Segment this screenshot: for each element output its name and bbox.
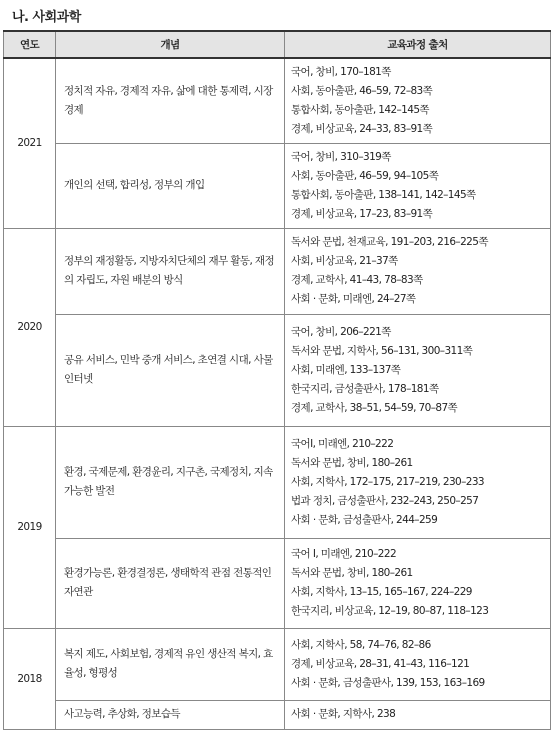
table-row [4, 426, 551, 538]
source-line: 사회 · 문화, 미래엔, 24–27쪽 [291, 293, 416, 305]
header-year: 연도 [4, 31, 56, 58]
source-line: 사회, 지학사, 58, 74–76, 82–86 [291, 638, 431, 651]
source-line: 국어Ⅰ, 미래엔, 210–222 [291, 437, 394, 450]
table-row [4, 314, 551, 426]
table-row [4, 58, 551, 143]
source-line: 법과 정치, 금성출판사, 232–243, 250–257 [291, 494, 479, 507]
source-cell [285, 314, 551, 426]
table-header-row [4, 31, 551, 58]
source-line: 한국지리, 비상교육, 12–19, 80–87, 118–123 [291, 605, 489, 617]
table-row [4, 228, 551, 314]
source-line: 사회, 지학사, 172–175, 217–219, 230–233 [291, 475, 485, 488]
source-line: 통합사회, 동아출판, 138–141, 142–145쪽 [291, 188, 476, 201]
year-cell: 2020 [4, 228, 56, 426]
concept-cell: 개인의 선택, 합리성, 정부의 개입 [56, 143, 285, 228]
concept-cell: 정부의 재정활동, 지방자치단체의 재무 활동, 재정의 자립도, 자원 배분의 방식 [56, 228, 285, 314]
year-cell: 2019 [4, 426, 56, 628]
source-cell [285, 700, 551, 729]
concept-cell: 복지 제도, 사회보험, 경제적 유인 생산적 복지, 효율성, 형평성 [56, 628, 285, 700]
source-cell [285, 628, 551, 700]
header-source: 교육과정 출처 [285, 31, 551, 58]
header-concept: 개념 [56, 31, 285, 58]
source-line: 독서와 문법, 천재교육, 191–203, 216–225쪽 [291, 236, 488, 248]
concept-cell: 환경가능론, 환경결정론, 생태학적 관점 전통적인 자연관 [56, 538, 285, 628]
source-line: 독서와 문법, 지학사, 56–131, 300–311쪽 [291, 344, 473, 357]
table-row [4, 143, 551, 228]
source-cell [285, 538, 551, 628]
source-line: 국어, 창비, 170–181쪽 [291, 65, 391, 78]
source-cell [285, 143, 551, 228]
concept-cell: 정치적 자유, 경제적 자유, 삶에 대한 통제력, 시장경제 [56, 58, 285, 143]
source-line: 경제, 교학사, 38–51, 54–59, 70–87쪽 [291, 401, 458, 414]
source-line: 한국지리, 금성출판사, 178–181쪽 [291, 382, 439, 395]
source-cell [285, 426, 551, 538]
section-title: 나. 사회과학 [12, 10, 81, 25]
source-line: 경제, 비상교육, 24–33, 83–91쪽 [291, 122, 433, 135]
source-cell [285, 228, 551, 314]
curriculum-source-table [3, 30, 551, 730]
source-line: 사회, 동아출판, 46–59, 72–83쪽 [291, 84, 433, 97]
source-line: 사회 · 문화, 지학사, 238 [291, 708, 396, 720]
concept-cell: 사고능력, 추상화, 정보습득 [56, 700, 285, 729]
source-line: 독서와 문법, 창비, 180–261 [291, 456, 413, 469]
source-line: 독서와 문법, 창비, 180–261 [291, 567, 413, 579]
source-line: 국어, 창비, 206–221쪽 [291, 325, 391, 338]
source-line: 사회 · 문화, 금성출판사, 244–259 [291, 513, 438, 526]
table-row [4, 628, 551, 700]
source-line: 사회, 비상교육, 21–37쪽 [291, 255, 398, 267]
source-line: 경제, 교학사, 41–43, 78–83쪽 [291, 274, 423, 286]
source-cell [285, 58, 551, 143]
source-line: 국어, 창비, 310–319쪽 [291, 150, 391, 163]
source-line: 사회, 지학사, 13–15, 165–167, 224–229 [291, 586, 472, 598]
table-row [4, 700, 551, 729]
concept-cell: 환경, 국제문제, 환경윤리, 지구촌, 국제정치, 지속가능한 발전 [56, 426, 285, 538]
source-line: 국어 Ⅰ, 미래엔, 210–222 [291, 548, 397, 560]
source-line: 통합사회, 동아출판, 142–145쪽 [291, 103, 429, 116]
table-body [4, 58, 551, 729]
year-cell: 2018 [4, 628, 56, 729]
concept-cell: 공유 서비스, 민박 중개 서비스, 초연결 시대, 사물 인터넷 [56, 314, 285, 426]
source-line: 경제, 비상교육, 17–23, 83–91쪽 [291, 207, 433, 220]
year-cell: 2021 [4, 58, 56, 228]
source-line: 경제, 비상교육, 28–31, 41–43, 116–121 [291, 657, 470, 670]
table-row [4, 538, 551, 628]
source-line: 사회 · 문화, 금성출판사, 139, 153, 163–169 [291, 676, 485, 689]
source-line: 사회, 미래엔, 133–137쪽 [291, 363, 401, 376]
source-line: 사회, 동아출판, 46–59, 94–105쪽 [291, 169, 439, 182]
